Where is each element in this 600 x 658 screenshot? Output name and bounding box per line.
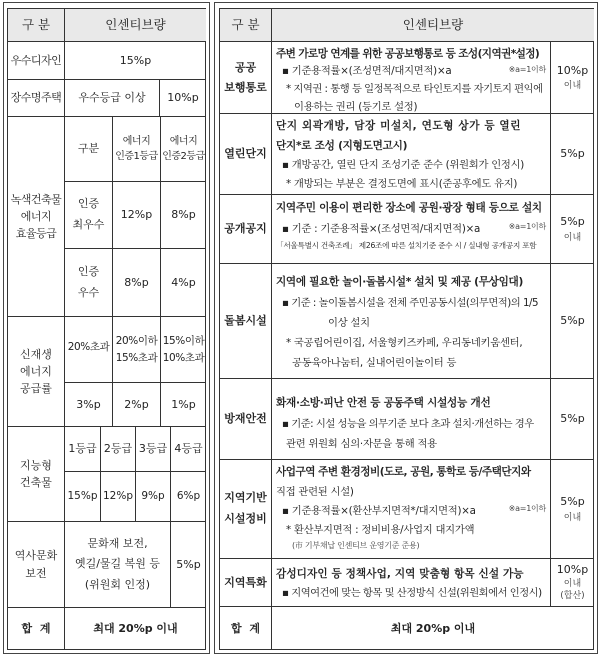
bracket-line: 15%이하 xyxy=(162,335,205,348)
amount-value: 5%p xyxy=(560,495,585,508)
smart-grade-1: 1등급 xyxy=(65,427,101,472)
label-line: 공급률 xyxy=(20,382,52,396)
left-total-value: 최대 20%p 이내 xyxy=(93,622,178,636)
care-facility-label: 돌봄시설 xyxy=(220,264,272,379)
smart-grade-3: 3등급 xyxy=(136,427,171,472)
amount-value: 5%p xyxy=(560,314,585,328)
right-header-incentive: 인센티브량 xyxy=(272,9,594,42)
smart-grade-2: 2등급 xyxy=(101,427,136,472)
open-complex-amount xyxy=(551,114,594,195)
green-row-top-label xyxy=(65,182,113,249)
right-header-category: 구 분 xyxy=(220,9,272,42)
smart-grade-4: 4등급 xyxy=(171,427,206,472)
label-line: 에너지 xyxy=(20,364,52,378)
renewable-bracket-2 xyxy=(113,317,161,383)
row-label-line: 인증 xyxy=(77,264,100,278)
public-open-space-label: 공개공지 xyxy=(220,195,272,264)
amount-value: 5%p xyxy=(560,147,585,161)
green-subheader-grade1 xyxy=(113,117,161,182)
desc-line: ▪ 기준 : 놀이돌봄시설을 전체 주민공동시설(의무면적)의 1/5 xyxy=(282,296,539,309)
label-line: 보전 xyxy=(25,566,47,580)
long-life-housing-label: 장수명주택 xyxy=(8,80,65,117)
smart-value-4: 6%p xyxy=(171,472,206,522)
label-line: 역사문화 xyxy=(14,549,58,563)
bracket-line: 20%이하 xyxy=(115,335,158,348)
smart-value-1: 15%p xyxy=(65,472,101,522)
regional-special-amount xyxy=(551,559,594,607)
desc-line xyxy=(276,63,546,81)
label-line: 시설정비 xyxy=(224,512,267,525)
alpha-note: ※a=1이하 xyxy=(508,221,546,231)
desc-line xyxy=(276,502,546,521)
label-line: 건축물 xyxy=(20,476,52,489)
long-life-housing-value: 10%p xyxy=(160,80,206,117)
care-facility-amount xyxy=(551,264,594,379)
desc-line: (위원회 인정) xyxy=(84,577,151,591)
long-life-housing-condition: 우수등급 이상 xyxy=(65,80,160,117)
header-line: 인증2등급 xyxy=(162,151,205,162)
public-walkway-label xyxy=(220,42,272,114)
row-title: 주변 가로망 연계를 위한 공공보행통로 등 조성(지역권*설정) xyxy=(276,48,540,60)
amount-sub: 이내 xyxy=(563,232,582,243)
excellent-design-value: 15%p xyxy=(65,42,206,80)
row-title-line: 사업구역 주변 환경정비(도로, 공원, 통학로 등/주택단지와 xyxy=(276,466,531,478)
formula-text: ▪ 기준용적률×(조성면적/대지면적)×a xyxy=(282,65,452,78)
row-title-line: 단지 외곽개방, 담장 미설치, 연도형 상가 등 열린 xyxy=(276,120,522,132)
label-line: 공공 xyxy=(234,60,257,74)
formula-text: ▪ 기준용적률×(환산부지면적*/대지면적)×a xyxy=(282,504,476,517)
label-line: 지역기반 xyxy=(224,491,267,505)
desc-line: (市 기부채납 인센티브 운영기준 준용) xyxy=(292,540,420,550)
open-complex-label: 열린단지 xyxy=(220,114,272,195)
smart-building-label xyxy=(8,427,65,522)
historic-culture-value: 5%p xyxy=(171,522,206,608)
regional-infrastructure-amount xyxy=(551,460,594,559)
green-row-excellent-grade1: 8%p xyxy=(113,249,161,317)
row-label-line: 우수 xyxy=(77,285,100,299)
regional-special-label: 지역특화 xyxy=(220,559,272,607)
renewable-energy-label xyxy=(8,317,65,427)
disaster-safety-desc xyxy=(272,379,551,460)
renewable-value-3: 1%p xyxy=(161,383,206,427)
historic-culture-label xyxy=(8,522,65,608)
label-line: 지능형 xyxy=(20,458,52,472)
label-line: 녹색건축물 xyxy=(10,192,62,206)
green-row-excellent-label xyxy=(65,249,113,317)
amount-sub: (합산) xyxy=(560,590,585,601)
bracket-line: 10%초과 xyxy=(162,351,205,364)
row-title-line: 직접 관련된 시설) xyxy=(276,485,354,498)
left-header-category: 구 분 xyxy=(8,9,65,42)
amount-value: 5%p xyxy=(560,215,585,228)
label-line: 효율등급 xyxy=(15,227,57,241)
public-open-space-desc xyxy=(272,195,551,264)
right-panel xyxy=(214,2,598,654)
desc-line: 이상 설치 xyxy=(328,316,370,329)
row-title: 지역에 필요한 놀이·돌봄시설* 설치 및 제공 (무상임대) xyxy=(276,276,523,288)
right-total-value: 최대 20%p 이내 xyxy=(390,621,476,635)
row-label-line: 인증 xyxy=(77,197,100,211)
green-subheader-grade2 xyxy=(161,117,206,182)
left-total-label: 합 계 xyxy=(8,608,65,650)
green-row-top-grade1: 12%p xyxy=(113,182,161,249)
amount-sub: 이내 xyxy=(563,81,582,92)
green-building-label xyxy=(8,117,65,317)
header-line: 에너지 xyxy=(169,135,198,147)
desc-line: * 국공립어린이집, 서울형키즈카페, 우리동네키움센터, xyxy=(286,336,523,349)
right-total-label: 합 계 xyxy=(220,607,272,650)
renewable-bracket-3 xyxy=(161,317,206,383)
green-row-excellent-grade2: 4%p xyxy=(161,249,206,317)
desc-line: 문화재 보전, xyxy=(87,536,148,550)
public-walkway-amount xyxy=(551,42,594,114)
desc-line: 관련 위원회 심의·자문을 통해 적용 xyxy=(286,437,437,450)
left-header-incentive: 인센티브량 xyxy=(65,9,206,42)
label-line: 신재생 xyxy=(20,347,52,361)
renewable-value-1: 3%p xyxy=(65,383,113,427)
bracket-line: 15%초과 xyxy=(115,351,158,364)
row-title: 감성디자인 등 정책사업, 지역 맞춤형 항목 신설 가능 xyxy=(276,568,524,580)
desc-line: 옛길/물길 복원 등 xyxy=(74,557,161,571)
row-title: 화재·소방·피난 안전 등 공동주택 시설성능 개선 xyxy=(276,397,491,409)
left-incentive-table xyxy=(7,8,206,650)
desc-line: ▪ 개방공간, 열린 단지 조성기준 준수 (위원회가 인정시) xyxy=(282,159,525,172)
disaster-safety-amount xyxy=(551,379,594,460)
row-title: 지역주민 이용이 편리한 장소에 공원·광장 형태 등으로 설치 xyxy=(276,202,542,214)
alpha-note: ※a=1이하 xyxy=(508,503,546,513)
desc-line: 이용하는 권리 (등기로 설정) xyxy=(294,100,418,113)
smart-value-2: 12%p xyxy=(101,472,136,522)
care-facility-desc xyxy=(272,264,551,379)
desc-line: 공동육아나눔터, 실내어린이놀이터 등 xyxy=(292,356,457,369)
renewable-bracket-1: 20%초과 xyxy=(65,317,113,383)
formula-text: ▪ 기준 : 기준용적률×(조성면적/대지면적)×a xyxy=(282,222,481,235)
header-line: 에너지 xyxy=(122,135,151,147)
header-line: 인증1등급 xyxy=(115,151,158,162)
desc-line: ▪ 기준: 시설 성능을 의무기준 보다 초과 설치·개선하는 경우 xyxy=(282,417,534,430)
regional-infrastructure-label xyxy=(220,460,272,559)
desc-line: ▪ 지역여건에 맞는 항목 및 산정방식 신설(위원회에서 인정시) xyxy=(282,587,542,600)
renewable-value-2: 2%p xyxy=(113,383,161,427)
amount-value: 5%p xyxy=(560,412,585,426)
open-complex-desc xyxy=(272,114,551,195)
green-row-top-grade2: 8%p xyxy=(161,182,206,249)
desc-line: * 지역권 : 통행 등 일정목적으로 타인토지를 자기토지 편익에 xyxy=(286,82,543,95)
public-open-space-amount xyxy=(551,195,594,264)
label-line: 에너지 xyxy=(20,209,52,223)
amount-value: 10%p xyxy=(556,562,589,576)
historic-culture-desc xyxy=(65,522,171,608)
amount-value: 10%p xyxy=(556,63,589,77)
row-label-line: 최우수 xyxy=(72,218,105,231)
regional-special-desc xyxy=(272,559,551,607)
regional-infrastructure-desc xyxy=(272,460,551,559)
right-incentive-table xyxy=(219,8,594,650)
alpha-note: ※a=1이하 xyxy=(508,65,546,75)
desc-line: * 환산부지면적 : 정비비용/사업지 대지가액 xyxy=(286,523,475,536)
label-line: 보행통로 xyxy=(224,80,267,94)
public-walkway-desc xyxy=(272,42,551,114)
desc-line: 「서울특별시 건축조례」 제26조에 따른 설치기준 준수 시 / 실내형 공개공지 포함 xyxy=(276,240,537,250)
row-title-line: 단지*로 조성 (지형도면고시) xyxy=(276,139,408,152)
excellent-design-label: 우수디자인 xyxy=(8,42,65,80)
amount-sub: 이내 xyxy=(563,512,582,523)
smart-value-3: 9%p xyxy=(136,472,171,522)
desc-line: * 개방되는 부분은 결정도면에 표시(준공후에도 유지) xyxy=(286,178,518,191)
green-subheader-category: 구분 xyxy=(65,117,113,182)
disaster-safety-label: 방재안전 xyxy=(220,379,272,460)
left-panel xyxy=(3,2,210,654)
desc-line xyxy=(276,219,546,239)
amount-sub: 이내 xyxy=(563,578,582,589)
